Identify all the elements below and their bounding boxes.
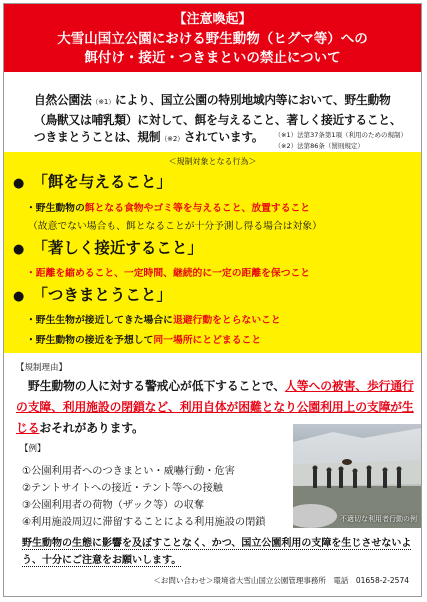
category-feeding: [13, 170, 172, 192]
intro-line2: （鳥獣又は哺乳類）に対して、餌を与えること、著しく接近すること、: [34, 112, 402, 127]
closing-paragraph: [22, 535, 412, 569]
bear-figure: [342, 459, 352, 465]
example-item-4: ④利用施設周辺に滞留することによる利用施設の閉鎖: [22, 517, 266, 528]
notice-header: [4, 4, 421, 72]
following-item-1: [26, 312, 281, 326]
header-title-line2: 餌付け・接近・つきまといの禁止について: [84, 50, 341, 66]
category-approach: [13, 236, 203, 258]
following-item-2-pre: ・野生動物の接近を予想して: [26, 335, 154, 346]
photo-caption: 不適切な利用者行動の例: [340, 515, 417, 523]
category-approach-label: 「著しく接近すること」: [32, 239, 203, 257]
category-following: [13, 283, 172, 305]
examples-label: 【例】: [20, 444, 46, 454]
feeding-subnote: （故意でない場合も、餌となることが十分予測し得る場合は対象）: [28, 221, 322, 232]
intro-note1: （※1）: [91, 98, 115, 106]
intro-law-name: 自然公園法: [34, 93, 92, 107]
bullet-icon: ●: [13, 289, 25, 304]
reason-label: 【規制理由】: [16, 363, 68, 373]
following-item-1-pre: ・野生生物が接近してきた場合に: [26, 315, 173, 326]
reason-red: 人等への被害、歩行通行の支障、利用施設の閉鎖など、利用自体が困難となり公園利用上の支障が生じる: [16, 379, 414, 435]
reason-post: おそれがあります。: [39, 421, 144, 435]
feeding-item-red: 餌となる食物やゴミ等を与えること、放置すること: [84, 203, 311, 214]
intro-line1: により、国立公園の特別地域内等において、野生動物: [114, 93, 391, 107]
header-title-line1: 大雪山国立公園における野生動物（ヒグマ等）への: [57, 31, 368, 47]
example-item-1: ①公園利用者へのつきまとい・威嚇行動・危害: [22, 466, 235, 477]
intro-line3a: つきまとうことは、規制: [34, 130, 161, 144]
intro-footnotes: [275, 130, 408, 152]
notice-frame: [3, 3, 422, 597]
photo-scene: [293, 424, 421, 528]
closing-line2: う、十分にご注意をお願いします。: [22, 555, 182, 566]
category-feeding-label: 「餌を与えること」: [32, 173, 172, 191]
footnote-2: （※2）法第86条（罰則規定）: [274, 142, 364, 150]
regulated-acts-panel: [4, 152, 421, 353]
example-item-3: ③公園利用者の荷物（ザック等）の収奪: [22, 500, 205, 511]
intro-line3b: されています。: [183, 130, 264, 144]
footnote-1: （※1）法第37条第1項（利用のための規制）: [274, 131, 407, 139]
feeding-item: [26, 200, 310, 214]
closing-line1: 野生動物の生態に影響を及ぼすことなく、かつ、国立公園利用の支障を生じさせないよ: [22, 538, 412, 549]
approach-item: ・距離を縮めること、一定時間、継続的に一定の距離を保つこと: [26, 268, 311, 279]
bullet-icon: ●: [13, 176, 25, 191]
intro-note2: （※2）: [160, 135, 184, 143]
contact-info: ＜お問い合わせ＞環境省大雪山国立公園管理事務所 電話 01658-2-2574: [153, 576, 409, 585]
following-item-2: [26, 332, 261, 346]
reason-pre: 野生動物の人に対する警戒心が低下することで、: [28, 379, 286, 393]
feeding-item-pre: ・野生動物の: [26, 203, 85, 214]
header-label: 【注意喚起】: [173, 12, 252, 27]
example-item-2: ②テントサイトへの接近・テント等への接触: [22, 483, 223, 494]
regulated-acts-title: ＜規制対象となる行為＞: [168, 157, 257, 166]
category-following-label: 「つきまとうこと」: [32, 286, 172, 304]
following-item-2-red: 同一場所にとどまること: [153, 335, 262, 346]
bullet-icon: ●: [13, 242, 25, 257]
following-item-1-red: 退避行動をとらないこと: [172, 315, 281, 326]
example-photo: [293, 424, 421, 528]
